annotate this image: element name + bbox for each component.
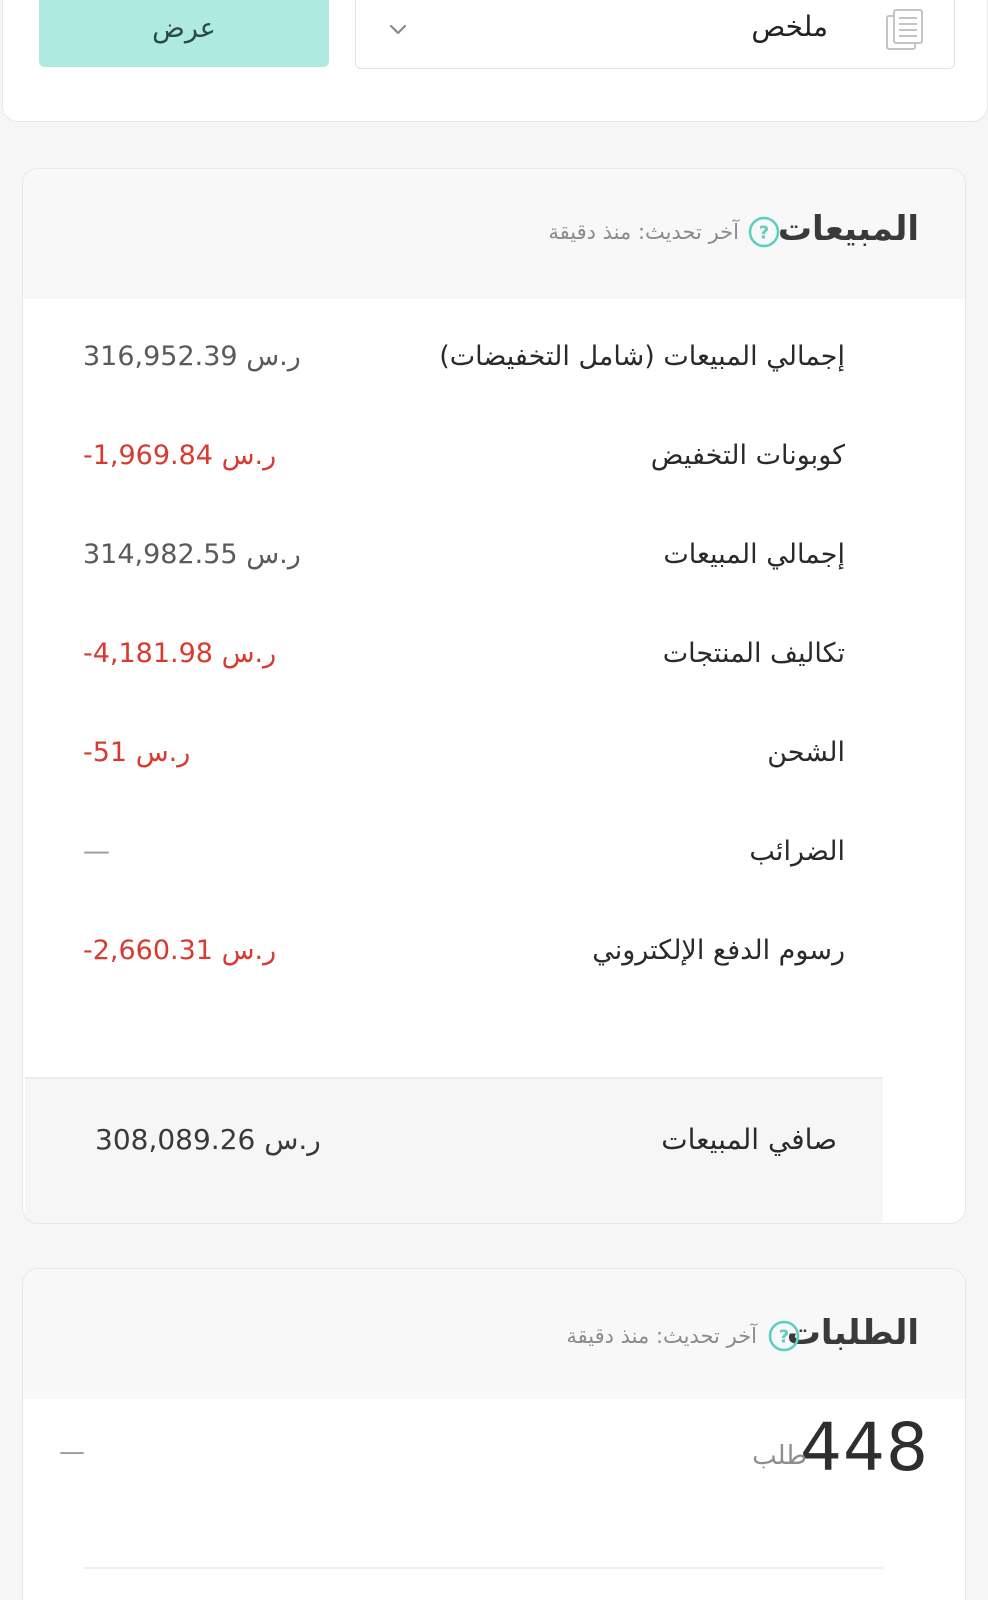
chevron-down-icon [386, 18, 410, 42]
help-icon[interactable] [767, 1319, 801, 1353]
sales-last-updated: آخر تحديث: منذ دقيقة [548, 220, 739, 244]
net-sales-value: 308,089.26 ر.س [95, 1123, 321, 1156]
sales-row-label: رسوم الدفع الإلكتروني [592, 935, 845, 966]
help-icon[interactable] [747, 215, 781, 249]
sales-row [23, 923, 965, 983]
orders-title: الطلبات [786, 1313, 919, 1353]
sales-row-label: الضرائب [749, 836, 845, 867]
svg-text:?: ? [778, 1326, 790, 1348]
orders-unit: طلب [752, 1441, 807, 1471]
sales-row-value: -51 ر.س [83, 737, 191, 768]
sales-row-label: الشحن [767, 737, 845, 768]
sales-row-value: -2,660.31 ر.س [83, 935, 277, 966]
report-type-value: ملخص [751, 10, 828, 43]
orders-count: 448 [800, 1409, 929, 1486]
sales-row-label: إجمالي المبيعات [663, 539, 845, 570]
sales-row [23, 527, 965, 587]
report-type-select[interactable] [355, 0, 955, 69]
report-filter-card [2, 0, 988, 122]
sales-row-label: كوبونات التخفيض [650, 440, 845, 471]
sales-row-value: — [83, 836, 110, 867]
view-button[interactable]: عرض [39, 0, 329, 67]
sales-row-value: 316,952.39 ر.س [83, 341, 301, 372]
sales-card-header [23, 169, 965, 299]
orders-change-indicator: — [59, 1437, 85, 1467]
sales-row-value: 314,982.55 ر.س [83, 539, 301, 570]
sales-row [23, 725, 965, 785]
orders-card-header [23, 1269, 965, 1399]
document-icon [884, 8, 926, 52]
sales-row [23, 329, 965, 389]
sales-row-value: -4,181.98 ر.س [83, 638, 277, 669]
sales-row [23, 824, 965, 884]
net-sales-summary [25, 1077, 883, 1224]
net-sales-label: صافي المبيعات [661, 1123, 837, 1156]
sales-row-label: تكاليف المنتجات [662, 638, 845, 669]
sales-row [23, 626, 965, 686]
sales-row-label: إجمالي المبيعات (شامل التخفيضات) [439, 341, 845, 372]
orders-last-updated: آخر تحديث: منذ دقيقة [566, 1324, 757, 1348]
svg-text:?: ? [758, 222, 770, 244]
sales-title: المبيعات [777, 209, 919, 249]
sales-row [23, 428, 965, 488]
sales-row-value: -1,969.84 ر.س [83, 440, 277, 471]
divider [83, 1567, 883, 1569]
orders-card [22, 1268, 966, 1600]
sales-card [22, 168, 966, 1224]
